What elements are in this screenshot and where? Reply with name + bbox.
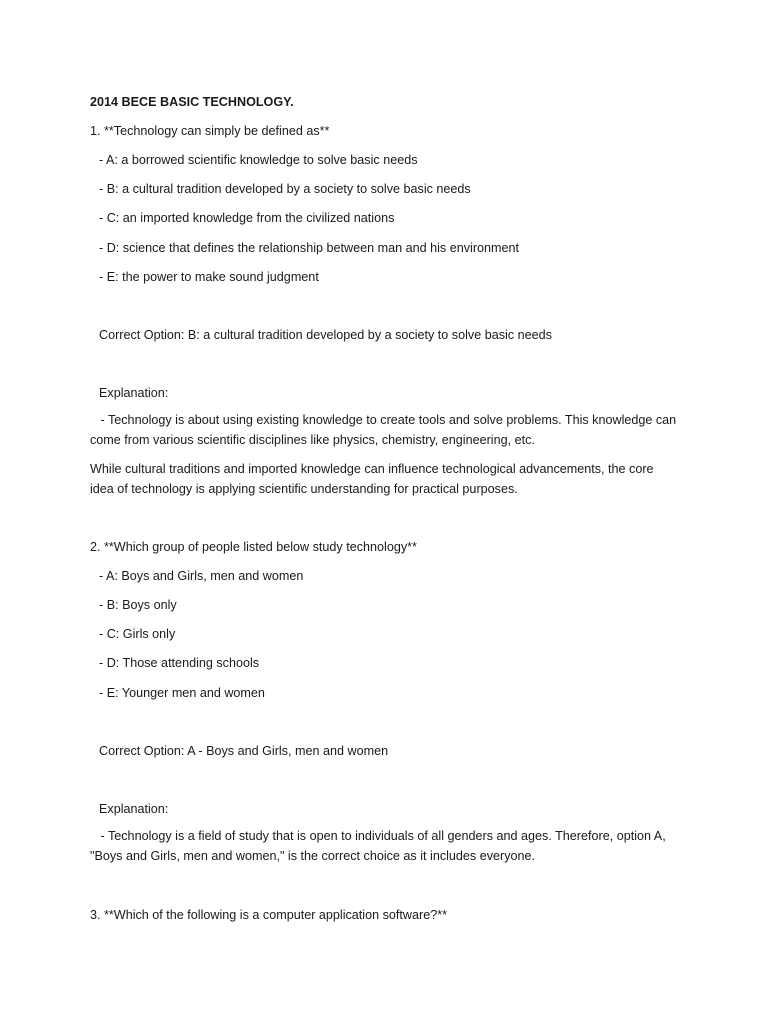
question-1-option-b: - B: a cultural tradition developed by a society to solve basic needs xyxy=(99,182,471,196)
question-1-option-c: - C: an imported knowledge from the civilized nations xyxy=(99,211,395,225)
question-1-explanation-paragraph-1: - Technology is about using existing knowledge to create tools and solve problems. This knowledge can come from various scientific disciplines like physics, chemistry, engineering, etc. xyxy=(90,413,680,447)
question-2-option-e: - E: Younger men and women xyxy=(99,686,265,700)
question-1-explanation-label: Explanation: xyxy=(99,386,169,400)
question-2-option-a: - A: Boys and Girls, men and women xyxy=(99,569,304,583)
question-1-option-e: - E: the power to make sound judgment xyxy=(99,270,319,284)
question-2-option-b: - B: Boys only xyxy=(99,598,177,612)
question-2-explanation-paragraph-1: - Technology is a field of study that is open to individuals of all genders and ages. Therefore, option A, "Boys and Girls, men and women," is the correct choice as it includes everyone. xyxy=(90,829,670,863)
question-2-text: 2. **Which group of people listed below study technology** xyxy=(90,540,417,554)
question-3-text: 3. **Which of the following is a computer application software?** xyxy=(90,908,448,922)
question-1-explanation-paragraph-2: While cultural traditions and imported knowledge can influence technological advancements, the core idea of technology is applying scientific understanding for practical purposes. xyxy=(90,462,654,496)
question-2-option-c: - C: Girls only xyxy=(99,627,176,641)
question-1-option-d: - D: science that defines the relationship between man and his environment xyxy=(99,241,520,255)
question-1-correct-option: Correct Option: B: a cultural tradition developed by a society to solve basic needs xyxy=(99,328,552,342)
question-1-text: 1. **Technology can simply be defined as** xyxy=(90,124,330,138)
question-1-option-a: - A: a borrowed scientific knowledge to solve basic needs xyxy=(99,153,418,167)
question-2-explanation-label: Explanation: xyxy=(99,802,169,816)
question-2-option-d: - D: Those attending schools xyxy=(99,656,260,670)
document-title: 2014 BECE BASIC TECHNOLOGY. xyxy=(90,95,294,109)
question-2-correct-option: Correct Option: A - Boys and Girls, men and women xyxy=(99,744,389,758)
